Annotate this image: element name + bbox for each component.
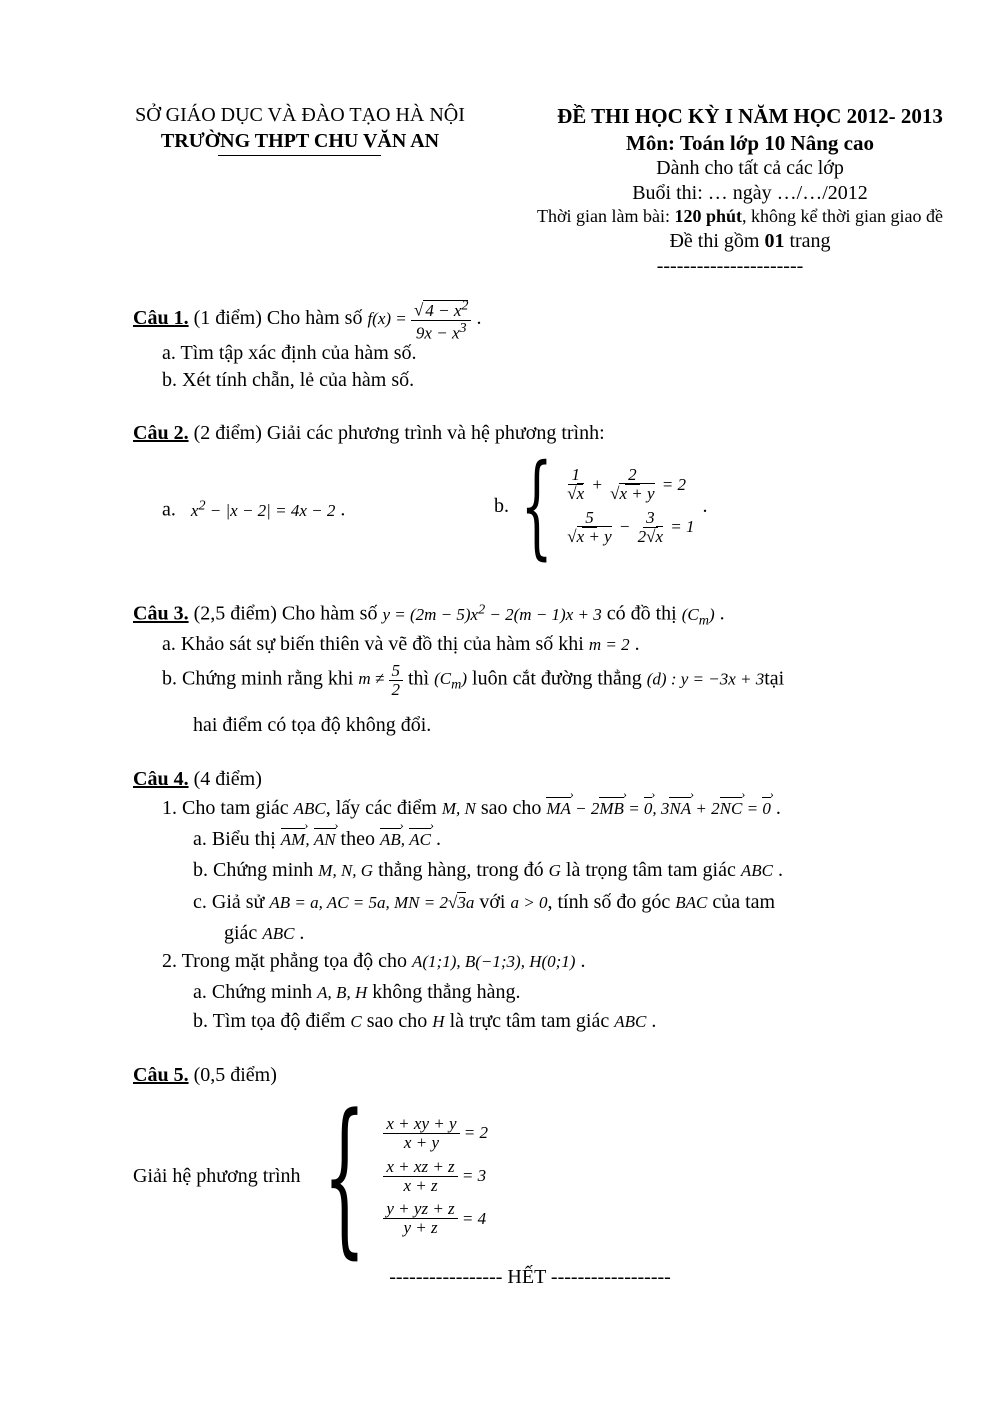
school-underline [218,155,381,156]
question-1: Câu 1. (1 điểm) Cho hàm số f(x) = $\frac{√ 4 - x^2}{9x - x^3}$ . [133,297,482,343]
question-2-label: Câu 2. [133,422,189,444]
exam-session: Buổi thi: … ngày …/…/2012 [632,182,868,204]
function-y-formula: $y = (2m - 5)x^2 - 2(m - 1)x + 3$ [382,601,602,624]
question-4: Câu 4. (4 điểm) [133,768,262,790]
question-2: Câu 2. (2 điểm) Giải các phương trình và hệ phương trình: [133,422,605,444]
question-1b: b. Xét tính chẵn, lẻ của hàm số. [162,369,415,391]
question-1-label: Câu 1. [133,306,189,329]
page-count: Đề thi gồm 01 trang [669,230,831,252]
question-1a: a. Tìm tập xác định của hàm số. [162,342,417,364]
question-4-2b: b. Tìm tọa độ điểm C sao cho H là trực tâm tam giác ABC . [193,1010,657,1032]
question-4-label: Câu 4. [133,768,189,790]
question-3b: b. Chứng minh rằng khi m ≠ $\frac{5}{2}$ thì $(C_m)$ luôn cắt đường thẳng (d) : y = −3x + 3tại [162,661,785,699]
question-2a: a. $x^2 - |x - 2| = 4x - 2$ . [162,497,346,521]
exam-title: ĐỀ THI HỌC KỲ I NĂM HỌC 2012- 2013 [557,104,943,128]
question-4-2a: a. Chứng minh A, B, H không thẳng hàng. [193,981,521,1003]
subject-title: Môn: Toán lớp 10 Nâng cao [626,131,874,155]
department-name: SỞ GIÁO DỤC VÀ ĐÀO TẠO HÀ NỘI [135,104,465,126]
question-4-1c: c. Giả sử AB = a, AC = 5a, MN = 2√3a với a > 0, tính số đo góc BAC của tam [193,891,776,913]
question-3a: a. Khảo sát sự biến thiên và vẽ đồ thị của hàm số khi m = 2 . [162,633,640,655]
question-4-part1: 1. Cho tam giác ABC, lấy các điểm M, N sao cho MA › − 2MB › = 0 ›, 3NA › + 2NC › = 0 › . [162,797,781,820]
question-4-1b: b. Chứng minh M, N, G thẳng hàng, trong đó G là trọng tâm tam giác ABC . [193,859,783,881]
question-5-system: Giải hệ phương trình { $\frac{x + xy + y}{x + y}$ = 2 $\frac{x + xz + z}{x + z}$ = 3 $\frac{y + yz + z}{y + z}$ = 4 [133,1078,488,1274]
equation-2a: $x^2 - |x - 2| = 4x - 2$ [190,497,336,520]
question-4-1c-line2: giác ABC . [224,922,305,944]
end-marker: ----------------- HẾT ------------------ [389,1266,671,1288]
question-2b: b. { $\frac{1}{√x}$ + $\frac{2}{√x + y}$ = 2 $\frac{5}{√x + y}$ − $\frac{3}{2√x}$ = 1 . [494,441,708,571]
question-5-label: Câu 5. [133,1064,189,1086]
question-4-1a: a. Biểu thị AM ›, AN › theo AB ›, AC › . [193,828,441,851]
question-3: Câu 3. (2,5 điểm) Cho hàm số $y = (2m - 5)x^2 - 2(m - 1)x + 3$ có đồ thị $(C_m)$ . [133,601,725,629]
header-separator: ---------------------- [656,255,804,277]
question-3-label: Câu 3. [133,602,189,625]
question-3b-line2: hai điểm có tọa độ không đổi. [193,714,432,736]
for-all-classes: Dành cho tất cả các lớp [656,157,844,179]
function-f-formula: f(x) = $\frac{√ 4 - x^2}{9x - x^3}$ [367,309,471,328]
question-5: Câu 5. (0,5 điểm) [133,1064,277,1086]
question-4-part2: 2. Trong mặt phẳng tọa độ cho A(1;1), B(−1;3), H(0;1) . [162,950,586,972]
school-name: TRƯỜNG THPT CHU VĂN AN [160,130,440,152]
exam-duration: Thời gian làm bài: 120 phút, không kể thời gian giao đề [536,206,943,226]
